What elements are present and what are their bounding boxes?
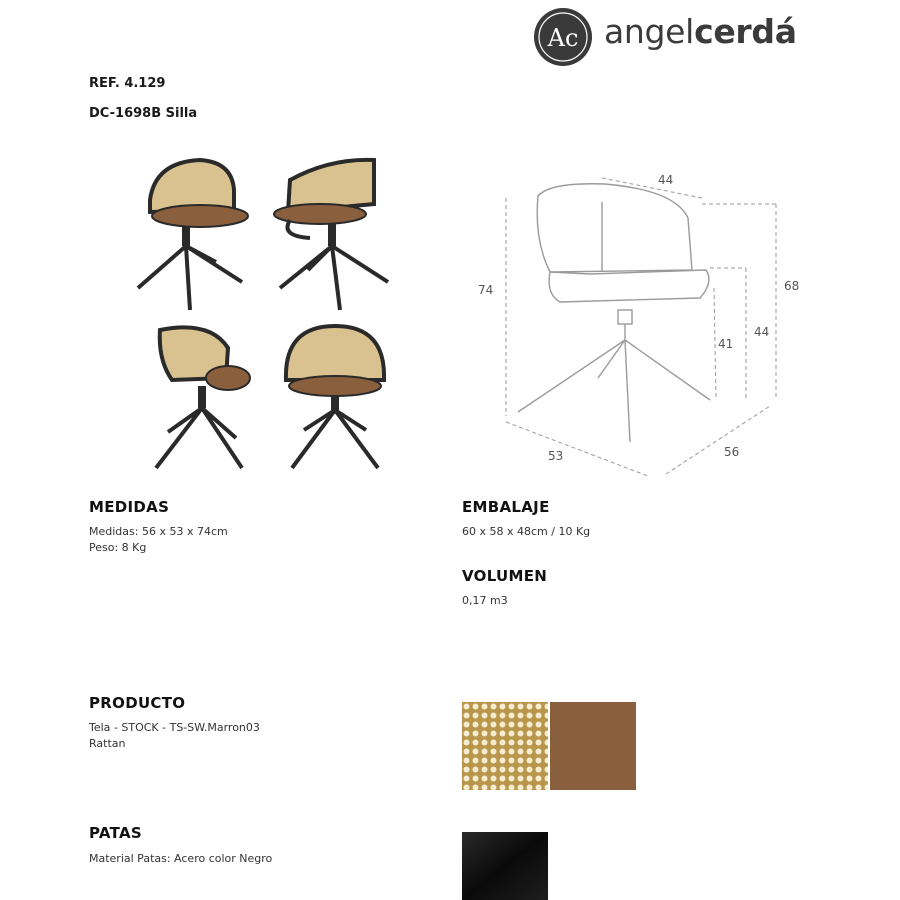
chair-photo-side <box>150 320 260 475</box>
dim-arm-height: 44 <box>754 325 770 339</box>
dim-seat-height: 41 <box>718 337 734 351</box>
volumen-title: VOLUMEN <box>462 567 548 585</box>
volumen-value: 0,17 m3 <box>462 594 508 607</box>
embalaje-title: EMBALAJE <box>462 498 550 516</box>
rattan-swatch <box>462 702 548 790</box>
brand-wordmark <box>604 12 797 51</box>
medidas-dimensions: Medidas: 56 x 53 x 74cm <box>89 525 228 538</box>
producto-fabric: Tela - STOCK - TS-SW.Marron03 <box>89 721 260 734</box>
dim-depth: 53 <box>548 449 564 463</box>
dim-width: 56 <box>724 445 740 459</box>
metal-swatch <box>462 832 548 900</box>
patas-title: PATAS <box>89 824 143 842</box>
dim-width-top: 44 <box>658 173 674 187</box>
dim-height-total: 74 <box>478 283 494 297</box>
chair-photo-front-left <box>130 150 255 315</box>
diagram-dimension-lines <box>506 178 776 476</box>
diagram-chair-outline <box>518 184 710 442</box>
dimension-diagram <box>470 160 810 480</box>
product-reference: REF. 4.129 <box>89 76 166 91</box>
brand-name-bold: cerdá <box>694 12 797 51</box>
medidas-title: MEDIDAS <box>89 498 170 516</box>
patas-material: Material Patas: Acero color Negro <box>89 852 273 865</box>
chair-photo-front-right <box>270 150 395 315</box>
fabric-swatch <box>550 702 636 790</box>
producto-block <box>89 720 260 752</box>
embalaje-value: 60 x 58 x 48cm / 10 Kg <box>462 525 591 538</box>
medidas-block <box>89 524 228 556</box>
brand-name-light: angel <box>604 12 695 51</box>
producto-title: PRODUCTO <box>89 694 186 712</box>
chair-photo-back <box>280 320 390 475</box>
logo-monogram: Ac <box>547 24 579 52</box>
product-model: DC-1698B Silla <box>89 106 198 121</box>
dim-height-back: 68 <box>784 279 800 293</box>
medidas-weight: Peso: 8 Kg <box>89 541 147 554</box>
producto-material: Rattan <box>89 737 126 750</box>
